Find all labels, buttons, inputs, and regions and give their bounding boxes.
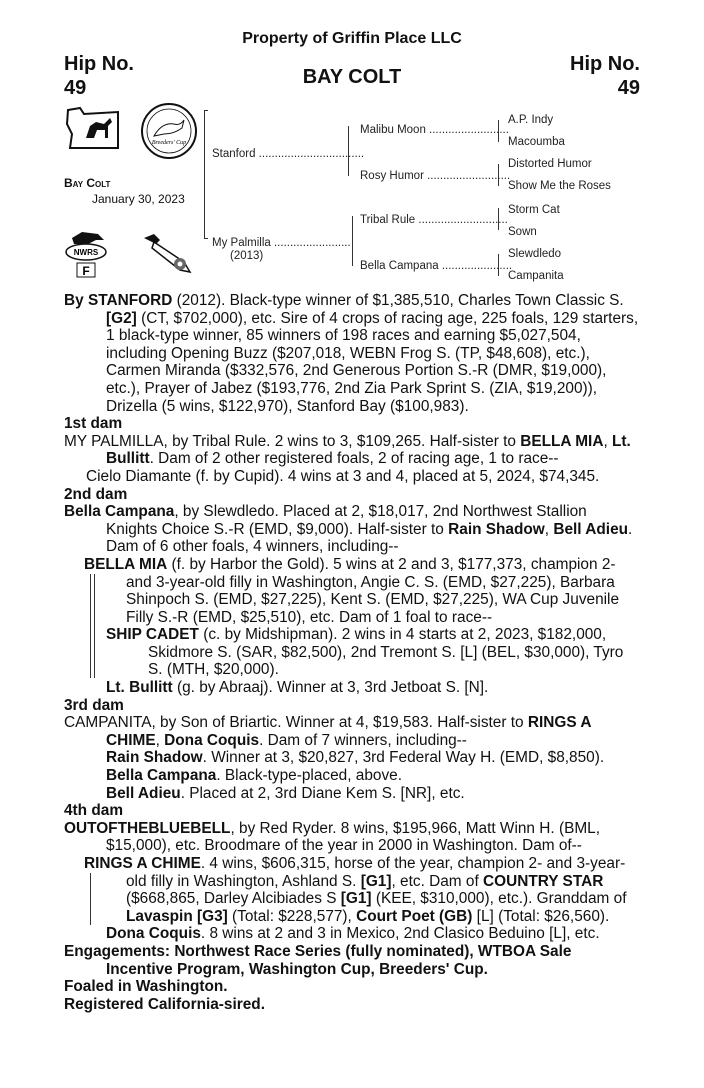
pedigree-sdd: Show Me the Roses [508, 180, 611, 192]
engagements: Engagements: Northwest Race Series (fully nominated), WTBOA Sale Incentive Program, Washington Cup, Breeders' Cup. [64, 942, 572, 978]
pedigree-dam: My Palmilla ........................ [212, 237, 351, 249]
horse-sex-color: Bay Colt [64, 176, 111, 190]
second-dam-heading: 2nd dam [64, 485, 128, 503]
pedigree-dss: Storm Cat [508, 204, 560, 216]
bella-mia-entry: BELLA MIA (f. by Harbor the Gold). 5 wins at 2 and 3, $177,373, champion 2- and 3-year-old filly in Washington, Angie C. S. (EMD, $27,225), Barbara Shinpoch S. (EMD, $27,225), Kent S. (EMD, $27,225), WA Cup Juvenile Filly S.-R (EMD, $25,510), etc. Dam of 1 foal to race-- [84, 555, 620, 626]
breeders-cup-logo-icon [140, 102, 198, 160]
nwrs-logo-icon [64, 230, 108, 280]
second-dam-paragraph: Bella Campana, by Slewdledo. Placed at 2, $18,017, 2nd Northwest Stallion Knights Choice S.-R (EMD, $9,000). Half-sister to Rain Shadow, Bell Adieu. Dam of 6 other foals, 4 winners, including-- [64, 503, 633, 556]
third-dam-paragraph: CAMPANITA, by Son of Briartic. Winner at 4, $19,583. Half-sister to RINGS A CHIME, Dona Coquis. Dam of 7 winners, including-- [64, 714, 591, 749]
pedigree-ssd: Macoumba [508, 136, 565, 148]
hip-number: 49 [617, 77, 640, 99]
pedigree-dam-dam: Bella Campana ...................... [360, 260, 513, 272]
dona-coquis-entry: Dona Coquis. 8 wins at 2 and 3 in Mexico, 2nd Clasico Beduino [L], etc. [106, 925, 600, 943]
ship-cadet-entry: SHIP CADET (c. by Midshipman). 2 wins in 4 starts at 2, 2023, $182,000, Skidmore S. (SAR, $82,500), 2nd Tremont S. [L] (BEL, $30,000), Tyro S. (MTH, $20,000). [106, 626, 624, 679]
svg-text:F: F [82, 264, 90, 278]
third-dam-heading: 3rd dam [64, 696, 124, 714]
hip-number: 49 [64, 77, 87, 99]
pedigree-dam-year: (2013) [230, 250, 264, 262]
first-dam-foal: Cielo Diamante (f. by Cupid). 4 wins at 3 and 4, placed at 5, 2024, $74,345. [86, 467, 600, 485]
pedigree-sss: A.P. Indy [508, 114, 554, 126]
bella-mia-block [64, 556, 642, 679]
pedigree-dam-sire: Tribal Rule ............................ [360, 214, 508, 226]
first-dam-paragraph: MY PALMILLA, by Tribal Rule. 2 wins to 3, $109,265. Half-sister to BELLA MIA, Lt. Bullitt. Dam of 2 other registered foals, 2 of racing age, 1 to race-- [64, 432, 631, 468]
bell-adieu-entry: Bell Adieu. Placed at 2, 3rd Diane Kem S. [NR], etc. [106, 784, 465, 802]
hip-label: Hip No. [570, 53, 640, 75]
fourth-dam-heading: 4th dam [64, 802, 124, 820]
page-title: BAY COLT [302, 66, 402, 88]
pedigree-sds: Distorted Humor [508, 158, 592, 170]
pedigree-sire: Stanford ................................. [212, 148, 365, 160]
bella-campana-entry: Bella Campana. Black-type-placed, above. [106, 767, 402, 785]
pedigree-dsd: Sown [508, 226, 537, 238]
rain-shadow-entry: Rain Shadow. Winner at 3, $20,827, 3rd Federal Way H. (EMD, $8,850). [106, 749, 605, 767]
stanford-stallion-logo-icon [140, 232, 198, 278]
hip-label: Hip No. [64, 53, 134, 75]
fourth-dam-paragraph: OUTOFTHEBLUEBELL, by Red Ryder. 8 wins, $195,966, Matt Winn H. (BML, $15,000), etc. Broodmare of the year in 2000 in Washington. Dam of-- [64, 819, 600, 855]
rings-a-chime-entry: RINGS A CHIME. 4 wins, $606,315, horse of the year, champion 2- and 3-year-old filly in Washington, Ashland S. [G1], etc. Dam of COUNTRY STAR ($668,865, Darley Alcibiades S [G1] (KEE, $310,000), etc.). Granddam of Lavaspin [G3] (Total: $228,577), Court Poet (GB) [L] (Total: $26,560). [84, 855, 627, 925]
svg-text:NWRS: NWRS [73, 248, 99, 257]
foaled-in: Foaled in Washington. [64, 978, 228, 996]
lt-bullitt-entry: Lt. Bullitt (g. by Abraaj). Winner at 3, 3rd Jetboat S. [N]. [106, 679, 489, 697]
sire-paragraph: By STANFORD (2012). Black-type winner of $1,385,510, Charles Town Classic S. [G2] (CT, $702,000), etc. Sire of 4 crops of racing age, 225 foals, 129 starters, 1 black-type winner, 85 winners of 198 races and earning $5,027,504, including Opening Buzz ($207,018, WEBN Frog S. (TP, $48,608), etc.), Carmen Miranda ($332,576, 2nd Generous Portion S.-R (DMR, $19,000), etc.), Prayer of Jabez ($193,776, 2nd Zia Park Sprint S. (ZIA, $19,200)), Drizella (5 wins, $122,970), Stanford Bay ($100,983). [64, 292, 639, 415]
pedigree-sire-dam: Rosy Humor .......................... [360, 170, 511, 182]
pedigree-dds: Slewdledo [508, 248, 562, 260]
rings-a-chime-block [64, 855, 642, 925]
svg-text:Breeders' Cup: Breeders' Cup [151, 140, 187, 146]
pedigree-sire-sire: Malibu Moon ......................... [360, 124, 509, 136]
owner-line: Property of Griffin Place LLC [242, 30, 462, 47]
first-dam-heading: 1st dam [64, 415, 123, 433]
pedigree-ddd: Campanita [508, 270, 564, 282]
foaling-date: January 30, 2023 [92, 192, 185, 206]
registered: Registered California-sired. [64, 995, 265, 1013]
washington-logo-icon [64, 104, 122, 150]
catalog-body [64, 292, 642, 1013]
